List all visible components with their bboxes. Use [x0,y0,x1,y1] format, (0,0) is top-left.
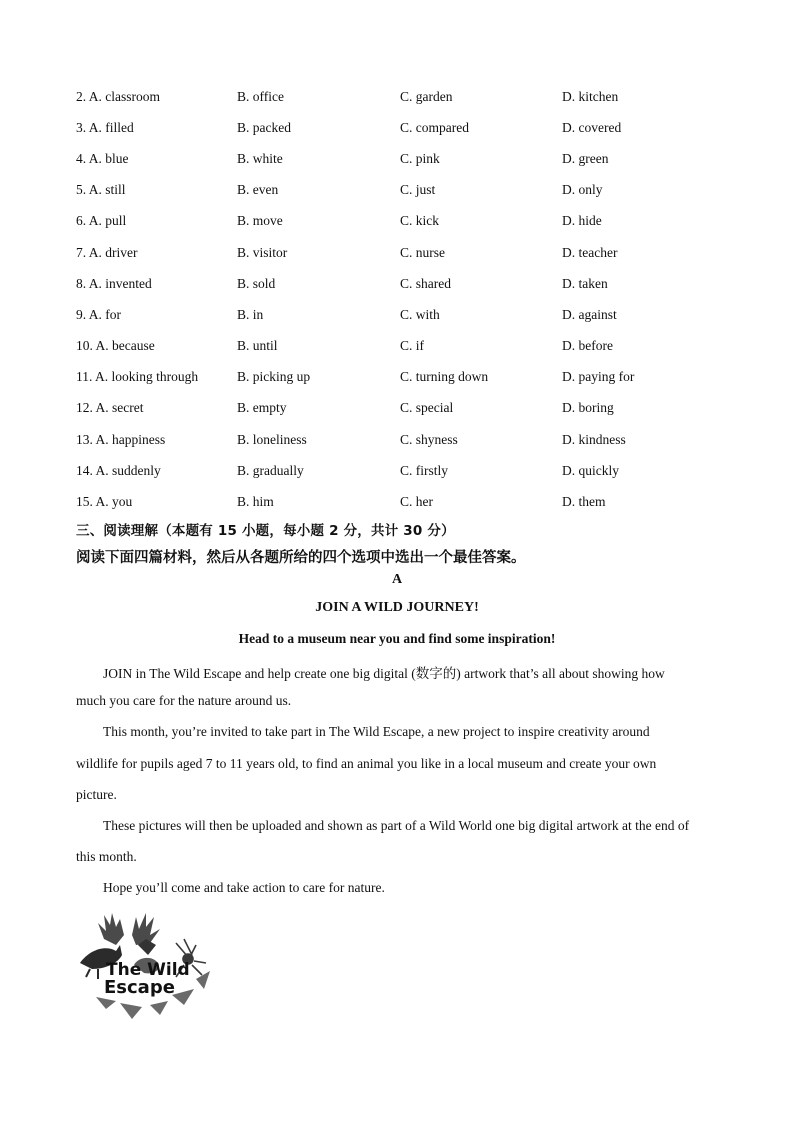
option-a: 11. A. looking through [76,369,199,385]
option-c: C. with [400,306,440,322]
option-row [76,81,736,112]
option-b: B. white [237,150,283,166]
option-d: D. only [562,182,603,198]
section-heading: 三、阅读理解（本题有 15 小题，每小题 2 分，共计 30 分） [76,523,455,539]
option-a: 6. A. pull [76,213,127,229]
option-b: B. him [237,494,274,510]
option-b: B. in [237,306,264,322]
option-a: 10. A. because [76,338,155,354]
option-c: C. shyness [400,431,458,447]
logo-text-line1: The Wild [106,960,190,980]
cloze-options [76,81,736,518]
option-a: 9. A. for [76,306,121,322]
option-c: C. special [400,400,454,416]
option-row [76,175,736,206]
option-b: B. gradually [237,462,304,478]
option-b: B. loneliness [237,431,307,447]
option-c: C. firstly [400,462,449,478]
option-a: 4. A. blue [76,150,129,166]
option-row [76,206,736,237]
option-a: 8. A. invented [76,275,152,291]
passage-subtitle: Head to a museum near you and find some inspiration! [238,631,556,646]
wild-escape-logo-icon [76,905,211,1025]
passage-line: JOIN in The Wild Escape and help create one big digital (数字的) artwork that’s all about showing how [103,666,665,681]
option-a: 15. A. you [76,494,133,510]
option-row [76,299,736,330]
option-a: 2. A. classroom [76,88,160,104]
option-row [76,362,736,393]
passage-line: picture. [76,787,117,802]
option-c: C. pink [400,150,440,166]
option-row [76,143,736,174]
passage-title: JOIN A WILD JOURNEY! [315,600,479,615]
passage-line: this month. [76,849,137,864]
option-d: D. paying for [562,369,635,385]
option-d: D. covered [562,119,622,135]
option-d: D. kitchen [562,88,619,104]
option-c: C. her [400,494,433,510]
option-row [76,393,736,424]
option-row [76,486,736,517]
option-c: C. shared [400,275,451,291]
option-b: B. office [237,88,284,104]
option-c: C. garden [400,88,453,104]
option-b: B. packed [237,119,291,135]
option-a: 12. A. secret [76,400,144,416]
option-d: D. green [562,150,609,166]
option-c: C. compared [400,119,469,135]
option-row [76,112,736,143]
option-d: D. before [562,338,613,354]
option-a: 7. A. driver [76,244,138,260]
option-d: D. boring [562,400,614,416]
option-a: 13. A. happiness [76,431,166,447]
logo-text-line2: Escape [104,977,175,998]
option-row [76,268,736,299]
passage-label: A [391,572,403,587]
option-d: D. hide [562,213,602,229]
option-b: B. sold [237,275,276,291]
option-c: C. just [400,182,436,198]
passage-line: These pictures will then be uploaded and shown as part of a Wild World one big digital artwork at the end of [103,818,690,833]
option-d: D. against [562,306,617,322]
option-c: C. if [400,338,425,354]
passage-line: Hope you’ll come and take action to care for nature. [103,880,385,895]
option-c: C. kick [400,213,439,229]
passage-line: This month, you’re invited to take part in The Wild Escape, a new project to inspire creativity around [103,724,650,739]
option-a: 5. A. still [76,182,126,198]
option-d: D. quickly [562,462,619,478]
option-d: D. kindness [562,431,626,447]
option-row [76,331,736,362]
option-c: C. turning down [400,369,489,385]
option-b: B. picking up [237,369,311,385]
option-b: B. move [237,213,283,229]
option-row [76,455,736,486]
reading-instructions: 阅读下面四篇材料，然后从各题所给的四个选项中选出一个最佳答案。 [76,550,526,566]
passage-line: wildlife for pupils aged 7 to 11 years old, to find an animal you like in a local museum and create your own [76,756,657,771]
option-row [76,424,736,455]
option-b: B. even [237,182,279,198]
option-d: D. taken [562,275,608,291]
option-a: 3. A. filled [76,119,134,135]
option-b: B. empty [237,400,287,416]
passage-line: much you care for the nature around us. [76,693,292,708]
option-c: C. nurse [400,244,445,260]
option-b: B. visitor [237,244,288,260]
option-d: D. teacher [562,244,618,260]
option-b: B. until [237,338,278,354]
option-d: D. them [562,494,606,510]
option-a: 14. A. suddenly [76,462,161,478]
option-row [76,237,736,268]
